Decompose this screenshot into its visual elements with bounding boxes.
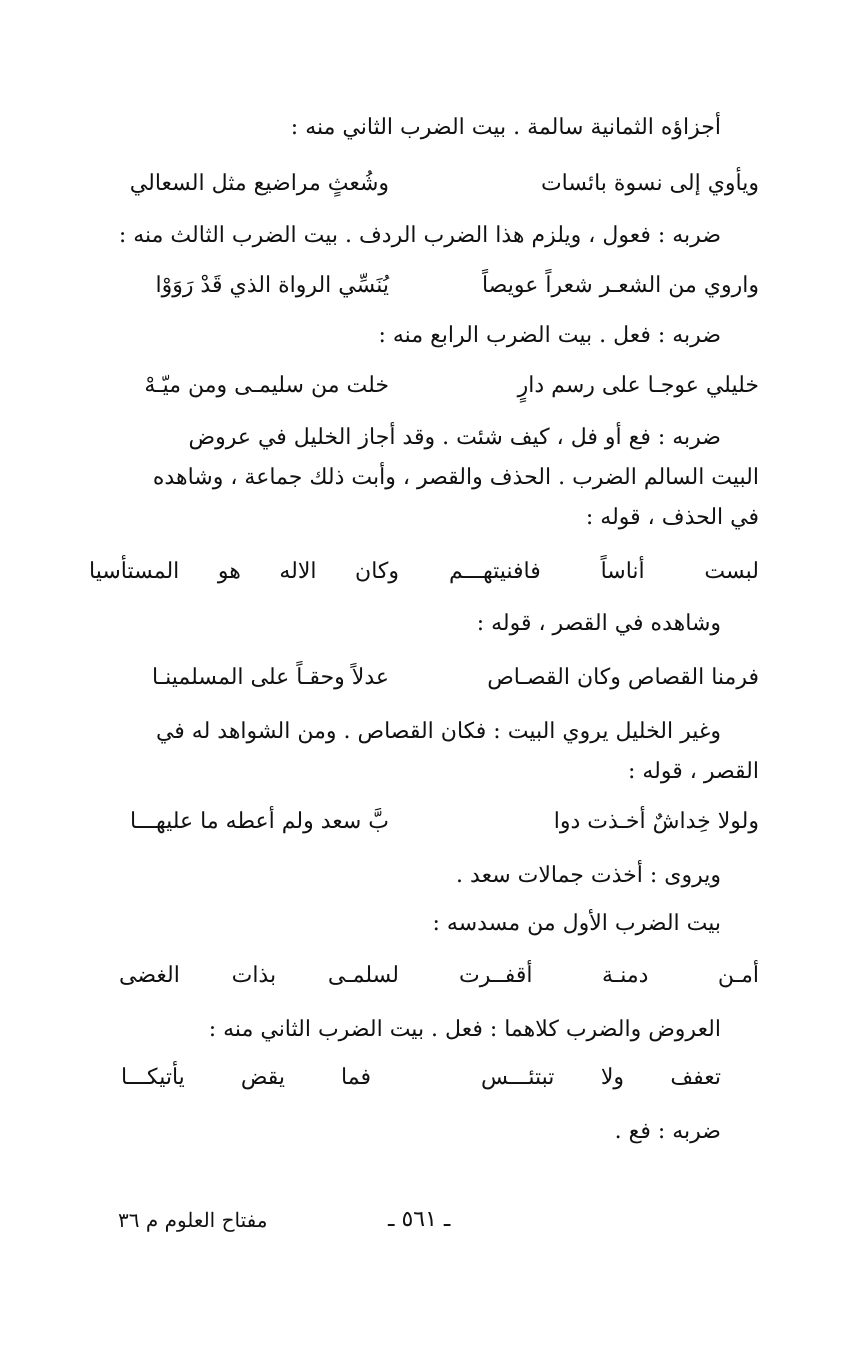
verse-line xyxy=(121,1058,721,1098)
verse-first-hemistich: واروي من الشعـر شعراً عويصاً xyxy=(481,273,759,298)
text-line: ضربه : فع أو فل ، كيف شئت . وقد أجاز الخليل في عروض xyxy=(188,425,721,450)
verse-line xyxy=(89,366,759,406)
verse-line xyxy=(119,956,759,996)
verse-second-hemistich xyxy=(119,956,399,996)
verse-word: تبتئـــس xyxy=(481,1065,555,1090)
text-line: ضربه : فع . xyxy=(614,1119,721,1144)
verse-first-hemistich: خليلي عوجـا على رسم دارٍ xyxy=(517,373,759,398)
verse-word: فافنيتهـــم xyxy=(449,559,541,584)
verse-word: لسلمـى xyxy=(327,963,399,988)
text-line: ضربه : فعل . بيت الضرب الرابع منه : xyxy=(378,323,721,348)
verse-word: هو xyxy=(217,559,241,584)
verse-second-hemistich xyxy=(121,1058,371,1098)
text-line: في الحذف ، قوله : xyxy=(585,505,759,530)
verse-first-hemistich: ويأوي إلى نسوة بائسات xyxy=(540,171,759,196)
verse-first-hemistich xyxy=(481,1058,721,1098)
verse-line xyxy=(89,802,759,842)
verse-first-hemistich: فرمنا القصاص وكان القصـاص xyxy=(487,665,759,690)
book-reference: مفتاح العلوم م ٣٦ xyxy=(118,1208,268,1232)
verse-second-hemistich: عدلاً وحقـاً على المسلمينـا xyxy=(151,665,389,690)
verse-word: وكان xyxy=(355,559,399,584)
verse-word: يأتيكـــا xyxy=(121,1065,185,1090)
text-line: وشاهده في القصر ، قوله : xyxy=(476,611,721,636)
verse-line xyxy=(89,164,759,204)
verse-word: أناساً xyxy=(600,559,645,584)
verse-word: أقفــرت xyxy=(459,963,533,988)
text-line: القصر ، قوله : xyxy=(627,759,759,784)
verse-word: تعفف xyxy=(670,1065,721,1090)
verse-second-hemistich: بَّ سعد ولم أعطه ما عليهـــا xyxy=(129,809,389,834)
text-line: أجزاؤه الثمانية سالمة . بيت الضرب الثاني منه : xyxy=(290,115,721,140)
verse-word: ولا xyxy=(600,1065,624,1090)
verse-word: بذات xyxy=(231,963,277,988)
verse-second-hemistich: يُنَسِّي الرواة الذي قَدْ رَوَوْا xyxy=(155,273,389,298)
verse-word: الاله xyxy=(279,559,317,584)
verse-word: فما xyxy=(341,1065,371,1090)
verse-line xyxy=(89,266,759,306)
text-line: ضربه : فعول ، ويلزم هذا الضرب الردف . بيت الضرب الثالث منه : xyxy=(118,223,721,248)
verse-word: المستأسيا xyxy=(89,559,180,584)
verse-word: دمنـة xyxy=(601,963,649,988)
verse-line xyxy=(89,552,759,592)
verse-second-hemistich xyxy=(89,552,399,592)
text-line: البيت السالم الضرب . الحذف والقصر ، وأبت ذلك جماعة ، وشاهده xyxy=(152,465,759,490)
verse-first-hemistich xyxy=(449,552,759,592)
text-line: العروض والضرب كلاهما : فعل . بيت الضرب الثاني منه : xyxy=(208,1017,721,1042)
verse-line xyxy=(89,658,759,698)
verse-word: الغضى xyxy=(119,963,180,988)
verse-first-hemistich: ولولا خِداشٌ أخـذت دوا xyxy=(553,809,759,834)
verse-first-hemistich xyxy=(459,956,759,996)
page-number: ـ ٥٦١ ـ xyxy=(388,1207,451,1232)
verse-word: لبست xyxy=(704,559,759,584)
verse-second-hemistich: خلت من سليمـى ومن ميّـهْ xyxy=(144,373,389,398)
verse-word: أمـن xyxy=(717,963,759,988)
text-line: وغير الخليل يروي البيت : فكان القصاص . ومن الشواهد له في xyxy=(155,719,721,744)
text-line: ويروى : أخذت جمالات سعد . xyxy=(456,863,721,888)
text-line: بيت الضرب الأول من مسدسه : xyxy=(432,911,721,936)
verse-second-hemistich: وشُعثٍ مراضيع مثل السعالي xyxy=(129,171,389,196)
verse-word: يقض xyxy=(240,1065,286,1090)
